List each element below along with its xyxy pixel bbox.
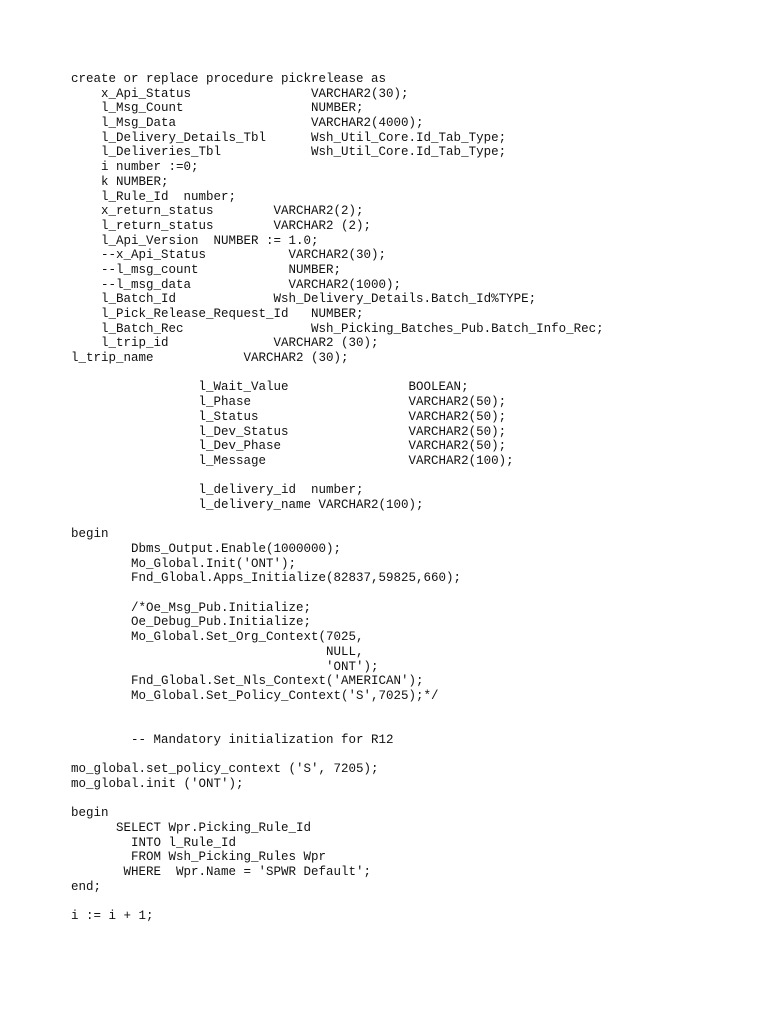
code-line: i number :=0;	[71, 160, 199, 175]
code-line: Dbms_Output.Enable(1000000);	[71, 542, 342, 556]
code-line: l_trip_id VARCHAR2 (30);	[71, 336, 379, 351]
code-line: begin	[71, 527, 109, 542]
code-line: l_Message VARCHAR2(100);	[71, 453, 514, 468]
code-line: k NUMBER;	[71, 174, 169, 189]
code-line: SELECT Wpr.Picking_Rule_Id	[71, 821, 312, 836]
code-line: --x_Api_Status VARCHAR2(30);	[71, 248, 387, 263]
code-line	[71, 895, 604, 910]
code-line: l_trip_name VARCHAR2 (30);	[71, 351, 349, 366]
code-line: l_Batch_Rec Wsh_Picking_Batches_Pub.Batch_Info_Rec;	[71, 321, 604, 336]
code-line: l_Phase VARCHAR2(50);	[71, 395, 507, 410]
code-listing	[71, 72, 604, 924]
code-line: l_Deliveries_Tbl Wsh_Util_Core.Id_Tab_Type;	[71, 145, 507, 160]
code-line: mo_global.init ('ONT');	[71, 777, 244, 791]
code-line: Fnd_Global.Apps_Initialize(82837,59825,660);	[71, 571, 462, 586]
code-line	[71, 366, 604, 381]
code-line: FROM Wsh_Picking_Rules Wpr	[71, 850, 327, 865]
code-line: x_return_status VARCHAR2(2);	[71, 204, 364, 219]
code-line: l_return_status VARCHAR2 (2);	[71, 218, 372, 233]
code-line	[71, 792, 604, 807]
code-line	[71, 718, 604, 733]
code-line: l_Rule_Id number;	[71, 189, 237, 204]
code-line	[71, 704, 604, 719]
code-line: x_Api_Status VARCHAR2(30);	[71, 86, 409, 101]
code-line: -- Mandatory initialization for R12	[71, 732, 394, 747]
code-line	[71, 469, 604, 484]
code-line: l_Batch_Id Wsh_Delivery_Details.Batch_Id%TYPE;	[71, 292, 537, 307]
code-line: 'ONT');	[71, 659, 379, 674]
code-line: l_Delivery_Details_Tbl Wsh_Util_Core.Id_Tab_Type;	[71, 130, 507, 145]
code-line: --l_msg_count NUMBER;	[71, 262, 342, 277]
code-line: NULL,	[71, 644, 364, 659]
code-line: Fnd_Global.Set_Nls_Context('AMERICAN');	[71, 674, 424, 689]
code-line	[71, 513, 604, 528]
code-line: l_Msg_Count NUMBER;	[71, 101, 364, 116]
code-line: l_delivery_name VARCHAR2(100);	[71, 497, 424, 512]
code-line: /*Oe_Msg_Pub.Initialize;	[71, 600, 312, 615]
code-line: l_Api_Version NUMBER := 1.0;	[71, 233, 319, 248]
code-line	[71, 748, 604, 763]
code-line: begin	[71, 806, 109, 821]
code-line: INTO l_Rule_Id	[71, 835, 237, 850]
code-line: Mo_Global.Set_Org_Context(7025,	[71, 630, 364, 645]
code-line: Oe_Debug_Pub.Initialize;	[71, 615, 312, 630]
code-line	[71, 586, 604, 601]
code-line: create or replace procedure pickrelease as	[71, 72, 387, 86]
code-line: WHERE Wpr.Name = 'SPWR Default';	[71, 865, 372, 880]
code-line: mo_global.set_policy_context ('S', 7205);	[71, 762, 379, 777]
code-line: Mo_Global.Set_Policy_Context('S',7025);*/	[71, 688, 439, 703]
code-line: Mo_Global.Init('ONT');	[71, 556, 297, 571]
code-line: l_Pick_Release_Request_Id NUMBER;	[71, 307, 364, 321]
code-line: l_delivery_id number;	[71, 483, 364, 498]
code-line: l_Msg_Data VARCHAR2(4000);	[71, 116, 424, 131]
code-line: l_Status VARCHAR2(50);	[71, 409, 507, 424]
code-line: l_Dev_Status VARCHAR2(50);	[71, 424, 507, 439]
code-line: l_Wait_Value BOOLEAN;	[71, 380, 469, 395]
code-line: --l_msg_data VARCHAR2(1000);	[71, 277, 402, 292]
code-line: l_Dev_Phase VARCHAR2(50);	[71, 439, 507, 454]
code-line: end;	[71, 879, 102, 894]
code-line: i := i + 1;	[71, 909, 154, 924]
